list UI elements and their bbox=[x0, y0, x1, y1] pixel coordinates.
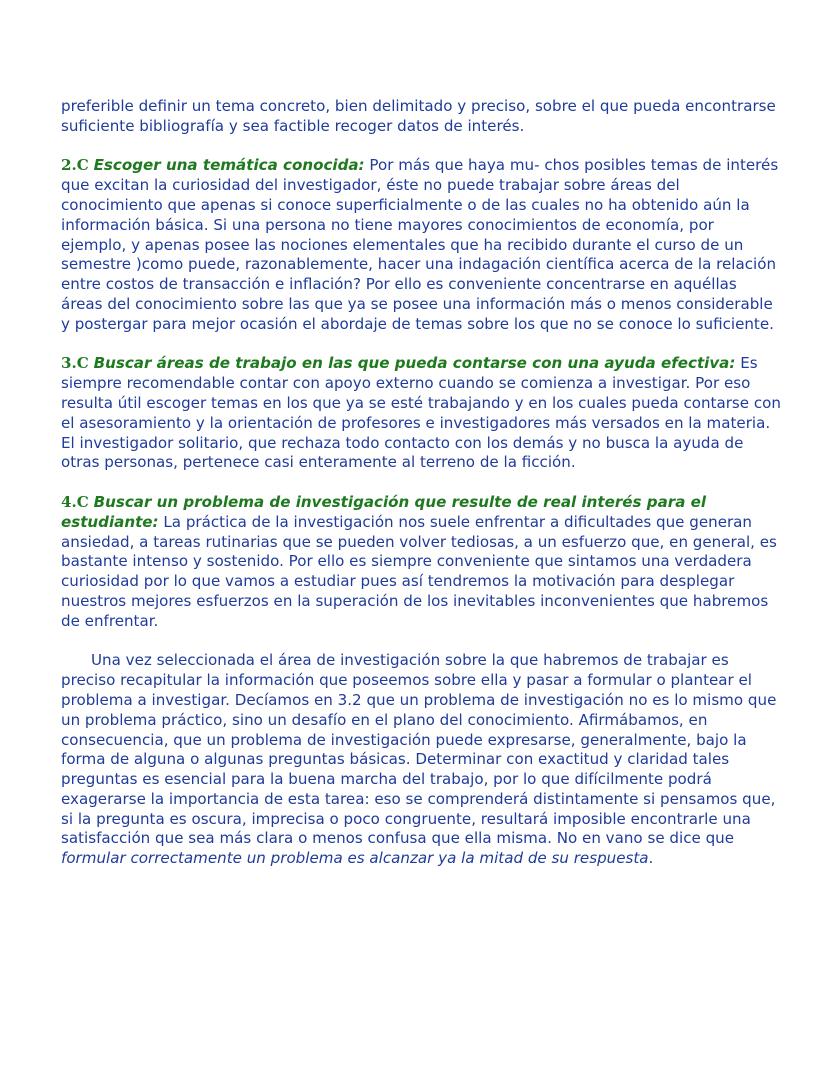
item-2-heading: Escoger una temática conocida: bbox=[93, 156, 365, 175]
closing-italic-phrase: formular correctamente un problema es alcanzar ya la mitad de su respuesta bbox=[61, 849, 649, 868]
document-page bbox=[61, 97, 781, 889]
item-4-body: La práctica de la investigación nos suele enfrentar a dificultades que generan ansiedad, a tareas rutinarias que se pueden volver tediosas, a un esfuerzo que, en general, es bastante intenso y sostenido. Por ello es siempre conveniente que sintamos una verdadera curiosidad por lo que vamos a estudiar pues así tendremos la motivación para desplegar nuestros mejores esfuerzos en la superación de los inevitables inconvenientes que habremos de enfrentar. bbox=[61, 512, 777, 630]
item-3-number: 3.C bbox=[61, 354, 89, 373]
closing-body: Una vez seleccionada el área de investigación sobre la que habremos de trabajar es preciso recapitular la información que poseemos sobre ella y pasar a formular o plantear el problema a investigar. Decíamos en 3.2 que un problema de investigación no es lo mismo que un problema práctico, sino un desafío en el plano del conocimiento. Afirmábamos, en consecuencia, que un problema de investigación puede expresarse, generalmente, bajo la forma de alguna o algunas preguntas básicas. Determinar con exactitud y claridad tales preguntas es esencial para la buena marcha del trabajo, por lo que difícilmente podrá exagerarse la importancia de esta tarea: eso se comprenderá distintamente si pensamos que, si la pregunta es oscura, imprecisa o poco congruente, resultará imposible encontrarle una satisfacción que sea más clara o menos confusa que ella misma. No en vano se dice que bbox=[61, 651, 777, 848]
intro-text: preferible definir un tema concreto, bien delimitado y preciso, sobre el que pueda encontrarse suficiente bibliografía y sea factible recoger datos de interés. bbox=[61, 97, 776, 135]
closing-paragraph bbox=[61, 651, 781, 869]
closing-end: . bbox=[648, 849, 654, 868]
item-4-number: 4.C bbox=[61, 492, 89, 511]
item-4-heading: Buscar un problema de investigación que resulte de real interés para el estudiante: bbox=[61, 492, 707, 531]
item-3-heading: Buscar áreas de trabajo en las que pueda contarse con una ayuda efectiva: bbox=[93, 354, 736, 373]
item-2-body: Por más que haya mu- chos posibles temas de interés que excitan la curiosidad del investigador, éste no puede trabajar sobre áreas del conocimiento que apenas si conoce superficialmente o de las cuales no ha obtenido aún la información básica. Si una persona no tiene mayores conocimientos de economía, por ejemplo, y apenas posee las nociones elementales que ha recibido durante el curso de un semestre )como puede, razonablemente, hacer una indagación científica acerca de la relación entre costos de transacción e inflación? Por ello es conveniente concentrarse en aquéllas áreas del conocimiento sobre las que ya se posee una información más o menos considerable y postergar para mejor ocasión el abordaje de temas sobre los que no se conoce lo suficiente. bbox=[61, 156, 779, 333]
item-2-number: 2.C bbox=[61, 156, 89, 175]
item-2-paragraph bbox=[61, 156, 781, 334]
item-4-paragraph bbox=[61, 493, 781, 632]
intro-paragraph bbox=[61, 97, 781, 137]
item-3-paragraph bbox=[61, 354, 781, 473]
item-3-body: Es siempre recomendable contar con apoyo externo cuando se comienza a investigar. Por eso resulta útil escoger temas en los que ya se esté trabajando y en los cuales pueda contarse con el asesoramiento y la orientación de profesores e investigadores más versados en la materia. El investigador solitario, que rechaza todo contacto con los demás y no busca la ayuda de otras personas, pertenece casi enteramente al terreno de la ficción. bbox=[61, 354, 781, 472]
